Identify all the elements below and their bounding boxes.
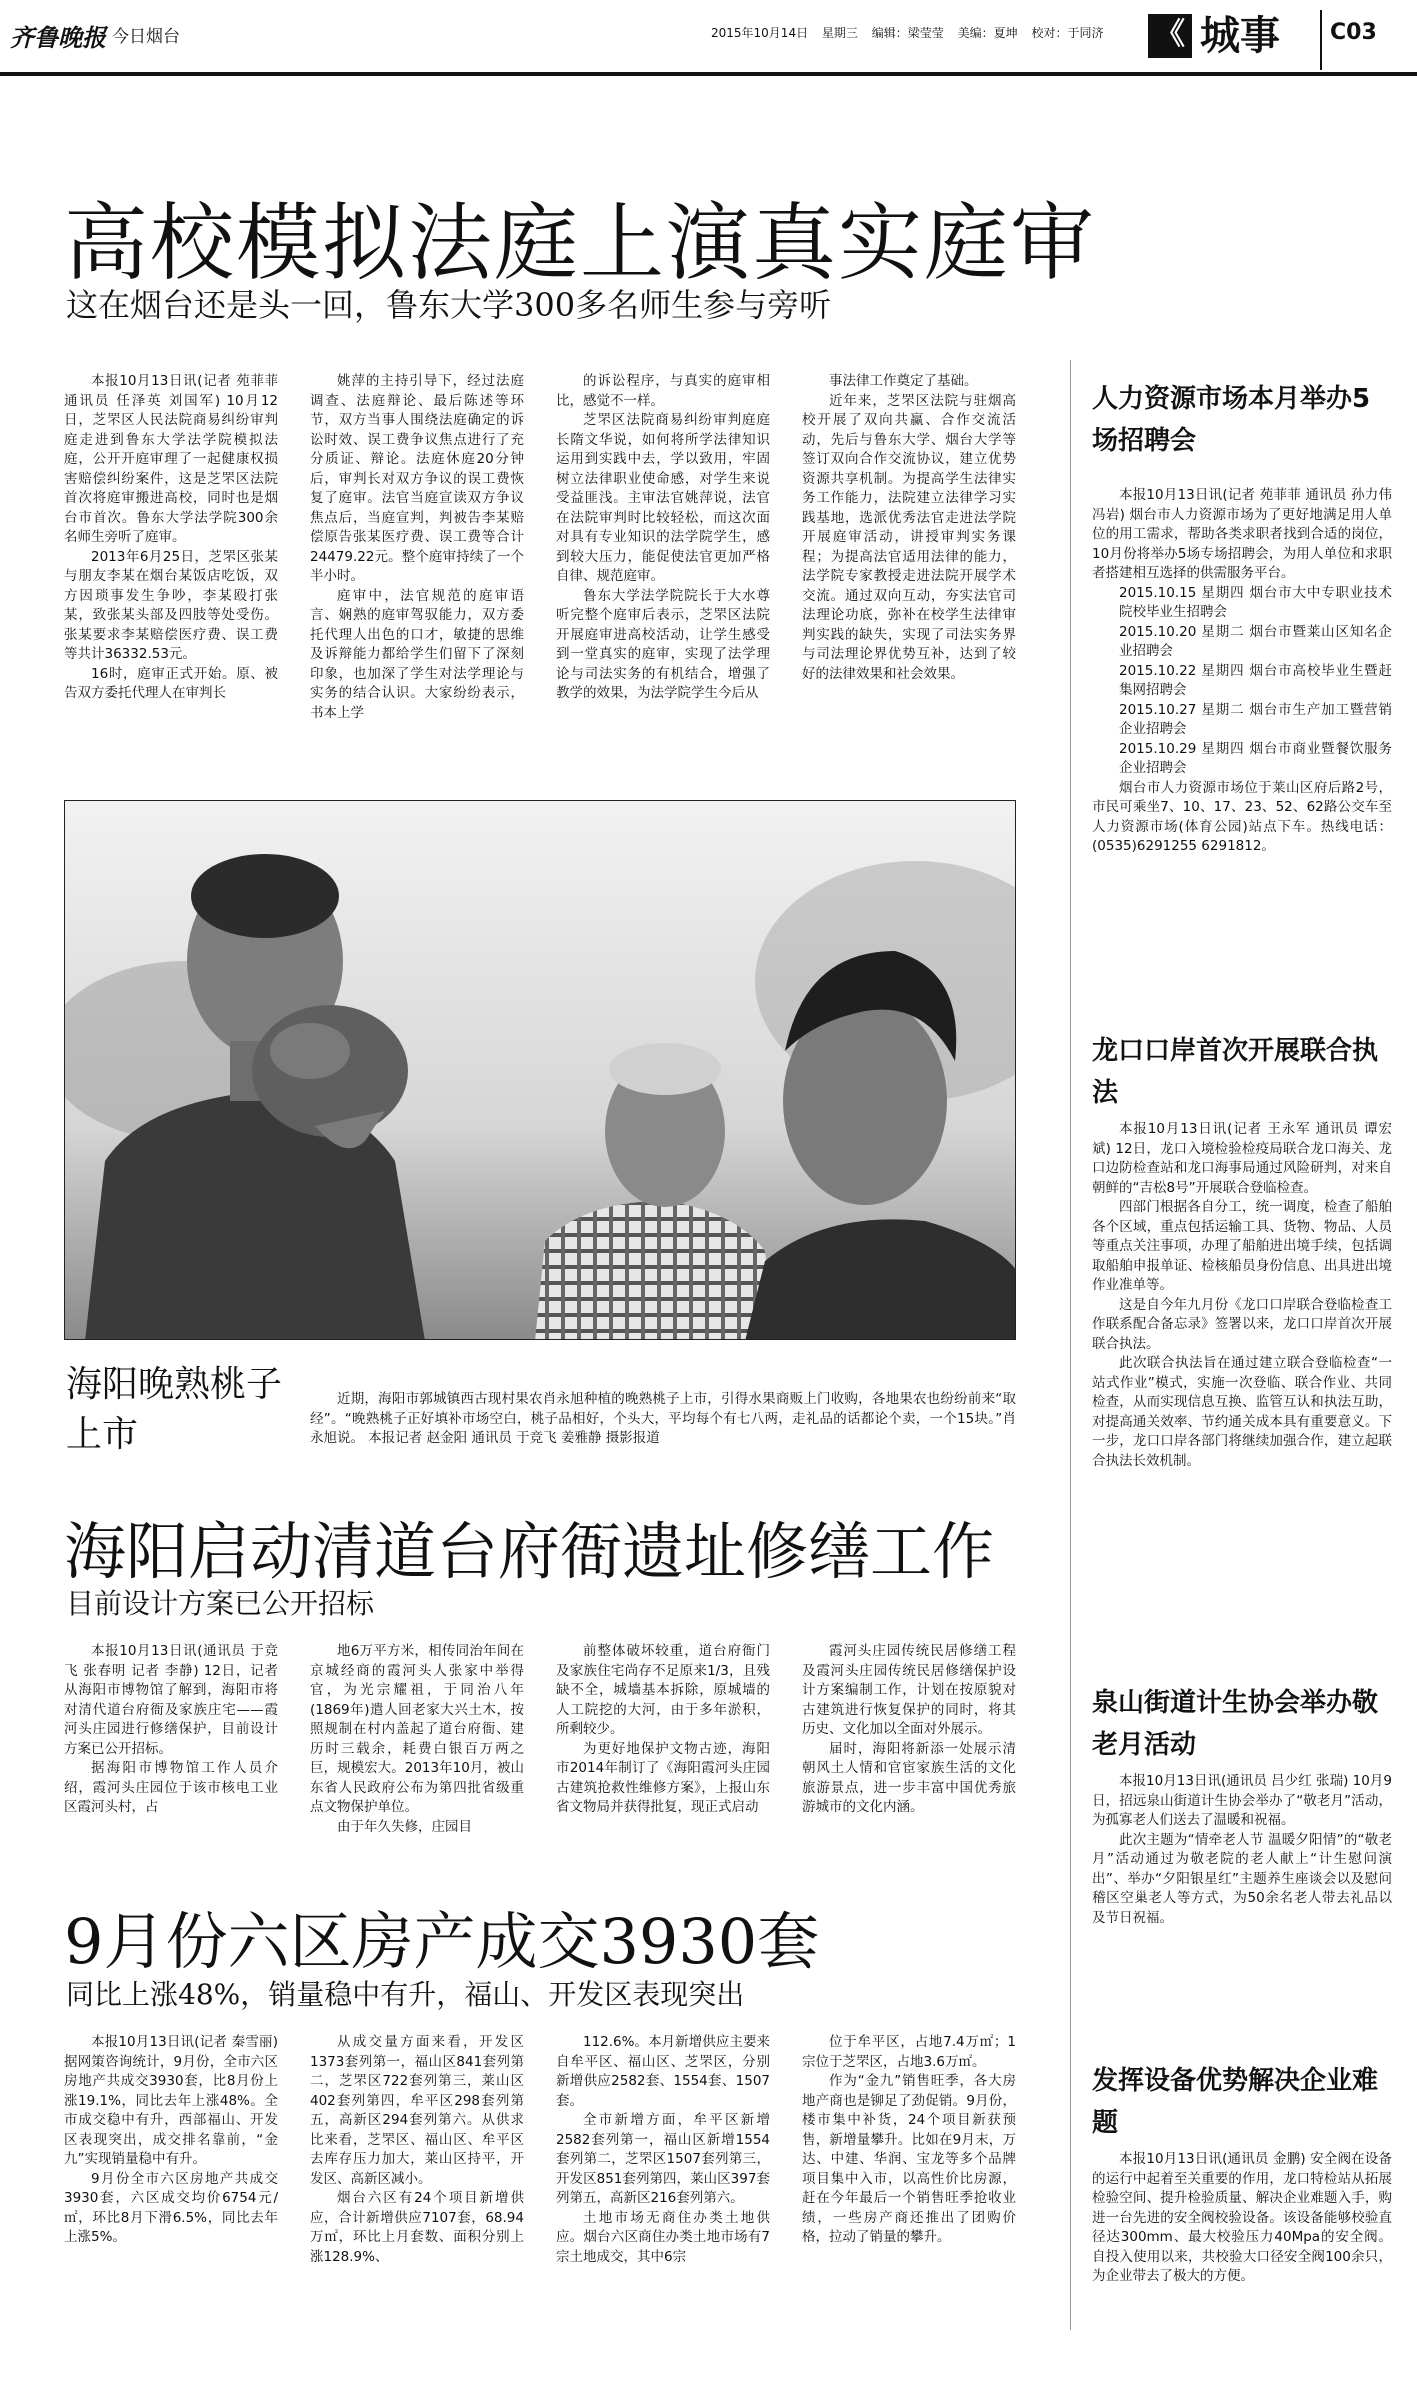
story1-column-3	[556, 372, 770, 772]
story3-column-1	[64, 2033, 278, 2353]
sidebar-item-2-body	[1092, 1120, 1392, 1640]
paragraph: 姚萍的主持引导下，经过法庭调查、法庭辩论、最后陈述等环节，双方当事人围绕法庭确定的诉讼时效、误工费争议焦点进行了充分质证、辩论。法庭休庭20分钟后，审判长对双方争议的误工费恢复了庭审。法官当庭宣读双方争议焦点后，当庭宣判，判被告李某赔偿原告张某医疗费、误工费等合计24479.22元。整个庭审持续了一个半小时。	[310, 373, 524, 584]
paragraph: 庭审中，法官规范的庭审语言、娴熟的庭审驾驭能力，双方委托代理人出色的口才，敏捷的思维及诉辩能力都给学生们留下了深刻印象，也加深了学生对法学理论与实务的结合认识。大家纷纷表示，书本上学	[310, 587, 524, 721]
paragraph: 届时，海阳将新添一处展示清朝风土人情和官宦家族生活的文化旅游景点，进一步丰富中国优秀旅游城市的文化内涵。	[802, 1740, 1016, 1815]
issue-info	[711, 24, 1113, 41]
channel-chevron-icon: 《	[1148, 14, 1192, 58]
story2-column-3	[556, 1642, 770, 1867]
paragraph: 本报10月13日讯(通讯员 吕少红 张瑞) 10月9日，招远泉山街道计生协会举办了“敬老月”活动，为孤寡老人们送去了温暖和祝福。	[1092, 1773, 1392, 1828]
paragraph: 本报10月13日讯(通讯员 金鹏) 安全阀在设备的运行中起着至关重要的作用，龙口特检站从拓展检验空间、提升检验质量、解决企业难题入手，购进一台先进的安全阀校验设备。该设备能够校验直径达300mm、最大校验压力40Mpa的安全阀。自投入使用以来，共校验大口径安全阀100余只，为企业带去了极大的方便。	[1092, 2151, 1392, 2284]
sidebar-item-2-title: 龙口口岸首次开展联合执法	[1092, 1036, 1379, 1108]
issue-date: 2015年10月14日	[711, 26, 809, 40]
paragraph: 地6万平方米，相传同治年间在京城经商的霞河头人张家中举得官，为光宗耀祖，于同治八年(1869年)遣人回老家大兴土木，按照规制在村内盖起了道台府衙、建历时三载余，耗费白银百万两之巨，规模宏大。2013年10月，被山东省人民政府公布为第四批省级重点文物保护单位。	[310, 1643, 524, 1815]
schedule-item: 2015.10.22 星期四 烟台市高校毕业生暨赶集网招聘会	[1119, 662, 1392, 698]
story3-column-3	[556, 2033, 770, 2353]
paragraph: 从成交量方面来看，开发区1373套列第一，福山区841套列第二，芝罘区722套列第三，莱山区402套列第四，牟平区298套列第五，高新区294套列第六。从供求比来看，芝罘区、福山区、牟平区去库存压力加大，莱山区持平，开发区、高新区减小。	[310, 2034, 524, 2187]
paragraph: 事法律工作奠定了基础。	[829, 373, 978, 389]
paragraph: 由于年久失修，庄园目	[337, 1818, 472, 1835]
page-number: C03	[1330, 20, 1377, 45]
editor-credit: 编辑：梁莹莹	[871, 26, 944, 40]
story2-column-4	[802, 1642, 1016, 1867]
paragraph: 本报10月13日讯(记者 王永军 通讯员 谭宏斌) 12日，龙口入境检验检疫局联合龙口海关、龙口边防检查站和龙口海事局通过风险研判，对来自朝鲜的“吉松8号”开展联合登临检查。	[1092, 1121, 1392, 1196]
sidebar-item-3-title: 泉山街道计生协会举办敬老月活动	[1092, 1688, 1379, 1760]
sidebar-item-1-title: 人力资源市场本月举办5场招聘会	[1092, 384, 1371, 456]
story1-column-4	[802, 372, 1016, 772]
photo-caption-text: 近期，海阳市郭城镇西古现村果农肖永旭种植的晚熟桃子上市，引得水果商贩上门收购，各地果农也纷纷前来“取经”。“晚熟桃子正好填补市场空白，桃子品相好，个头大，平均每个有七八两，走礼品的话都论个卖，一个15块。”肖永旭说。 本报记者 赵金阳 通讯员 于竞飞 姜雅静 摄影报道	[310, 1391, 1016, 1446]
story3-subhead: 同比上涨48%，销量稳中有升，福山、开发区表现突出	[66, 1978, 745, 2011]
issue-weekday: 星期三	[821, 26, 858, 40]
paragraph: 近年来，芝罘区法院与驻烟高校开展了双向共赢、合作交流活动，先后与鲁东大学、烟台大学等签订双向合作交流协议，建立优势资源共享机制。为提高学生法律实务工作能力，法院建立法律学习实践基地，选派优秀法官走进法学院开展庭审活动，讲授审判实务课程；为提高法官适用法律的能力，法学院专家教授走进法院开展学术交流。通过双向互动，夯实法官司法理论功底，弥补在校学生法律审判实践的缺失，实现了司法实务界与司法理论界优势互补，达到了较好的法律效果和社会效果。	[802, 392, 1016, 682]
story1-subhead: 这在烟台还是头一回，鲁东大学300多名师生参与旁听	[66, 286, 832, 324]
sidebar-item-1-body	[1092, 486, 1392, 1026]
channel-title: 城事	[1200, 13, 1280, 59]
story3-headline: 9月份六区房产成交3930套	[64, 1905, 820, 1978]
paragraph: 本报10月13日讯(记者 秦雪丽) 据网策咨询统计，9月份，全市六区房地产共成交3930套，比8月份上涨19.1%，同比去年上涨48%。全市成交稳中有升，西部福山、开发区表现突出，成交排名靠前，“金九”实现销量稳中有升。	[64, 2034, 278, 2167]
story2-column-1	[64, 1642, 278, 1867]
paragraph: 据海阳市博物馆工作人员介绍，霞河头庄园位于该市核电工业区霞河头村，占	[64, 1760, 278, 1815]
paragraph: 本报10月13日讯(记者 苑菲菲 通讯员 孙力伟 冯岩) 烟台市人力资源市场为了更好地满足用人单位的用工需求，帮助各类求职者找到合适的岗位，10月份将举办5场专场招聘会，为用人单位和求职者搭建相互选择的供需服务平台。	[1092, 487, 1392, 581]
paragraph: 霞河头庄园传统民居修缮工程及霞河头庄园传统民居修缮保护设计方案编制工作，计划在按原貌对古建筑进行恢复保护的同时，将其历史、文化加以全面对外展示。	[802, 1643, 1016, 1737]
paragraph: 烟台六区有24个项目新增供应，合计新增供应7107套，68.94万㎡，环比上月套数、面积分别上涨128.9%、	[310, 2190, 524, 2265]
paragraph: 9月份全市六区房地产共成交3930套，六区成交均价6754元/㎡，环比8月下滑6.5%，同比去年上涨5%。	[64, 2170, 278, 2245]
paragraph: 本报10月13日讯(通讯员 于竞飞 张春明 记者 李静) 12日，记者从海阳市博物馆了解到，海阳市将对清代道台府衙及家族庄宅——霞河头庄园进行修缮保护，目前设计方案已公开招标。	[64, 1643, 278, 1757]
story2-subhead: 目前设计方案已公开招标	[66, 1587, 375, 1620]
paragraph: 2013年6月25日，芝罘区张某与朋友李某在烟台某饭店吃饭，双方因琐事发生争吵，李某殴打张某，致张某头部及四肢等处受伤。张某要求李某赔偿医疗费、误工费等共计36332.53元。	[64, 548, 278, 662]
news-photo	[64, 800, 1016, 1340]
paragraph: 前整体破坏较重，道台府衙门及家族住宅尚存不足原来1/3，且残缺不全，城墙基本拆除，原城墙的人工院挖的大河，由于多年淤积，所剩较少。	[556, 1643, 770, 1737]
photo-title: 海阳晚熟桃子上市	[66, 1364, 283, 1455]
paragraph: 作为“金九”销售旺季，各大房地产商也是铆足了劲促销。9月份，楼市集中补货，24个项目新获预售，新增量攀升。比如在9月末，万达、中建、华润、宝龙等多个品牌项目集中入市，以高性价比房源，赶在今年最后一个销售旺季抢收业绩，一些房产商还推出了团购价格，拉动了销量的攀升。	[802, 2073, 1016, 2245]
paragraph: 位于牟平区，占地7.4万㎡；1宗位于芝罘区，占地3.6万㎡。	[802, 2034, 1016, 2070]
proofreader-credit: 校对：于同济	[1031, 26, 1104, 40]
story2-headline: 海阳启动清道台府衙遗址修缮工作	[64, 1515, 995, 1588]
paragraph: 为更好地保护文物古迹，海阳市2014年制订了《海阳霞河头庄园古建筑抢救性维修方案》，上报山东省文物局并获得批复，现正式启动	[556, 1740, 770, 1815]
story3-column-2	[310, 2033, 524, 2353]
schedule-item: 2015.10.15 星期四 烟台市大中专职业技术院校毕业生招聘会	[1119, 584, 1392, 620]
sidebar-divider	[1070, 360, 1071, 2330]
paragraph: 芝罘区法院商易纠纷审判庭庭长隋文华说，如何将所学法律知识运用到实践中去，学以致用，牢固树立法律职业使命感，对学生来说受益匪浅。主审法官姚萍说，法官在法院审判时比较轻松，而这次面对具有专业知识的法学院学生，感到较大压力，能促使法官更加严格自律、规范庭审。	[556, 412, 770, 584]
story1-headline: 高校模拟法庭上演真实庭审	[64, 194, 1097, 292]
paragraph: 烟台市人力资源市场位于莱山区府后路2号，市民可乘坐7、10、17、23、52、62路公交车至人力资源市场(体育公园)站点下车。热线电话：(0535)6291255 6291812。	[1092, 779, 1392, 854]
sidebar-item-4-title: 发挥设备优势解决企业难题	[1092, 2066, 1379, 2138]
paragraph: 全市新增方面，牟平区新增2582套列第一，福山区新增1554套列第二，芝罘区1507套列第三，开发区851套列第四，莱山区397套列第五，高新区216套列第六。	[556, 2112, 770, 2206]
paragraph: 112.6%。本月新增供应主要来自牟平区、福山区、芝罘区，分别新增供应2582套、1554套、1507套。	[556, 2034, 770, 2109]
story3-column-4	[802, 2033, 1016, 2353]
paragraph: 土地市场无商住办类土地供应。烟台六区商住办类土地市场有7宗土地成交，其中6宗	[556, 2209, 770, 2265]
paragraph: 本报10月13日讯(记者 苑菲菲 通讯员 任泽英 刘国军) 10月12日，芝罘区人民法院商易纠纷审判庭走进到鲁东大学法学院模拟法庭，公开开庭审理了一起健康权损害赔偿纠纷案件，这是芝罘区法院首次将庭审搬进高校，同时也是烟台市首次。鲁东大学法学院300余名师生旁听了庭审。	[64, 373, 278, 545]
story2-column-2	[310, 1642, 524, 1867]
newspaper-brand: 齐鲁晚报	[10, 23, 106, 52]
designer-credit: 美编：夏坤	[957, 26, 1018, 40]
story1-column-2	[310, 372, 524, 772]
header-divider	[1320, 10, 1322, 70]
paragraph: 四部门根据各自分工，统一调度，检查了船舶各个区域，重点包括运输工具、货物、物品、人员等重点关注事项，办理了船舶进出境手续，包括调取船舶申报单证、检核船员身份信息、出具进出境作业准单等。	[1092, 1199, 1392, 1293]
paragraph: 此次主题为“情牵老人节 温暖夕阳情”的“敬老月”活动通过为敬老院的老人献上“计生慰问演出”、举办“夕阳银星红”主题养生座谈会以及慰问稽区空巢老人等方式，为50余名老人带去礼品以及节日祝福。	[1092, 1831, 1392, 1926]
paragraph: 此次联合执法旨在通过建立联合登临检查“一站式作业”模式，实施一次登临、联合作业、共同检查，从而实现信息互换、监管互认和执法互助，对提高通关效率、节约通关成本具有重要意义。下一步，龙口口岸各部门将继续加强合作，建立起联合执法长效机制。	[1092, 1355, 1392, 1469]
section-name: 今日烟台	[112, 27, 180, 47]
paragraph: 鲁东大学法学院院长于大水尊听完整个庭审后表示，芝罘区法院开展庭审进高校活动，让学生感受到一堂真实的庭审，实现了法学理论与司法实务的有机结合，增强了教学的效果，为法学院学生今后从	[556, 587, 770, 701]
schedule-item: 2015.10.27 星期二 烟台市生产加工暨营销企业招聘会	[1119, 701, 1392, 737]
sidebar-item-3-body	[1092, 1772, 1392, 2022]
paragraph: 这是自今年九月份《龙口口岸联合登临检查工作联系配合备忘录》签署以来，龙口口岸首次开展联合执法。	[1092, 1296, 1392, 1352]
schedule-item: 2015.10.20 星期二 烟台市暨莱山区知名企业招聘会	[1119, 623, 1392, 659]
header-rule	[0, 72, 1417, 76]
story1-column-1	[64, 372, 278, 772]
photo-caption	[310, 1390, 1016, 1449]
paragraph: 的诉讼程序，与真实的庭审相比，感觉不一样。	[556, 373, 770, 409]
paragraph: 16时，庭审正式开始。原、被告双方委托代理人在审判长	[64, 665, 278, 701]
photo-illustration	[65, 801, 1016, 1340]
sidebar-item-4-body	[1092, 2150, 1392, 2370]
schedule-item: 2015.10.29 星期四 烟台市商业暨餐饮服务企业招聘会	[1119, 740, 1392, 776]
